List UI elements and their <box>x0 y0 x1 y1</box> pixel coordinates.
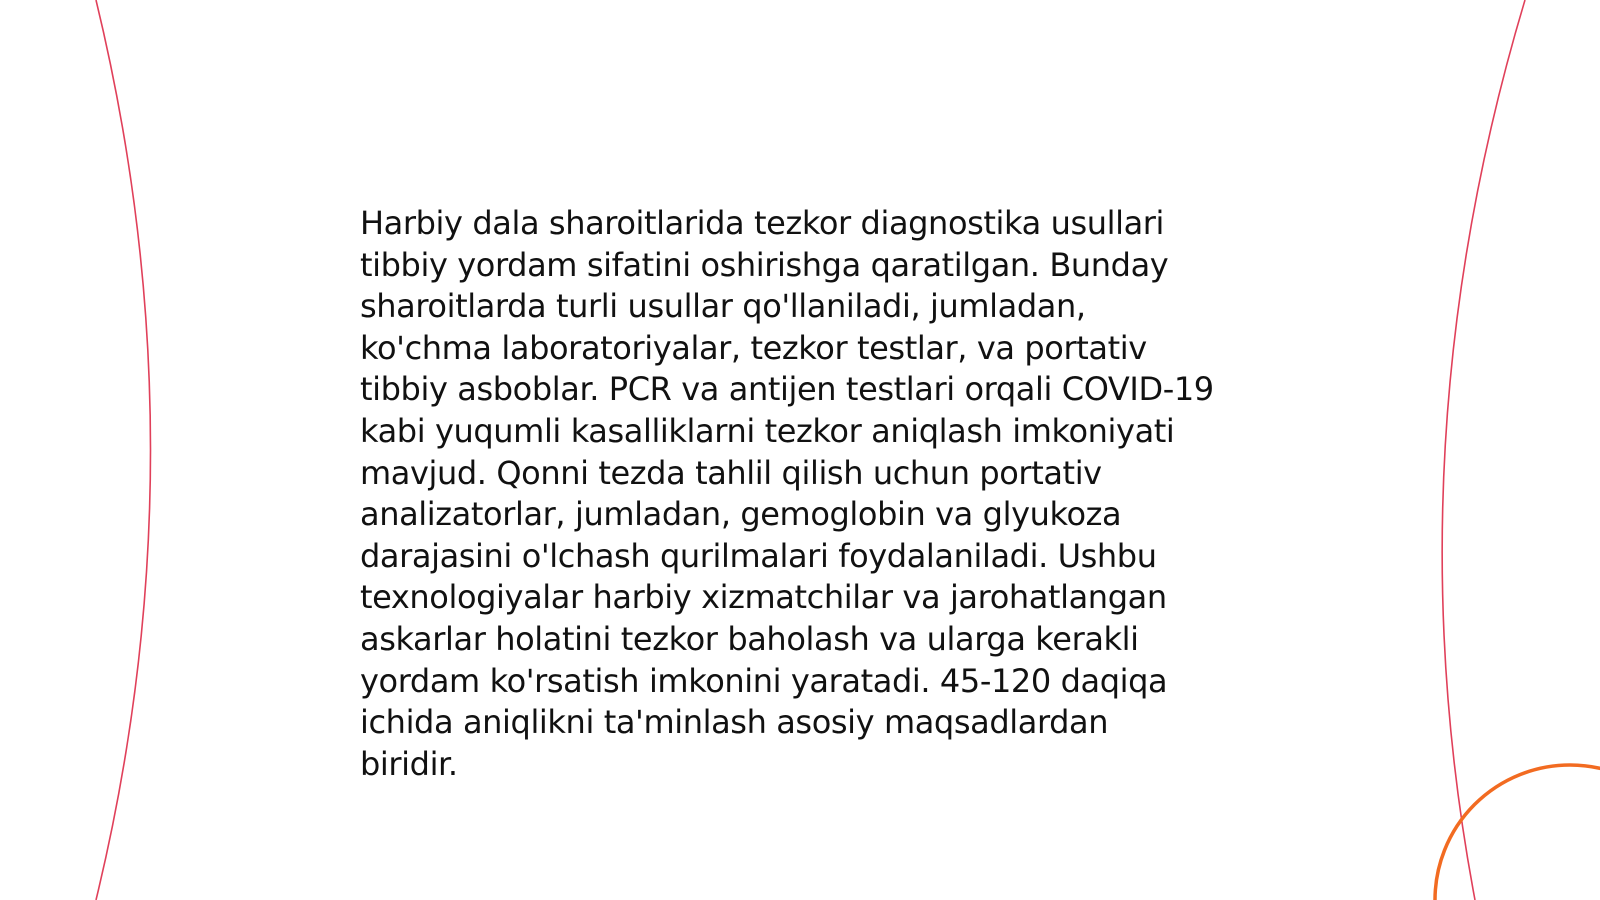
right-arc-icon <box>1442 0 1525 900</box>
orange-circle-icon <box>1435 765 1600 900</box>
left-arc-icon <box>96 0 151 900</box>
slide-body-text: Harbiy dala sharoitlarida tezkor diagnostika usullari tibbiy yordam sifatini oshirishga qaratilgan. Bunday sharoitlarda turli usullar qo'llaniladi, jumladan, ko'chma laboratoriyalar, tezkor testlar, va portativ tibbiy asboblar. PCR va antijen testlari orqali COVID-19 kabi yuqumli kasalliklarni tezkor aniqlash imkoniyati mavjud. Qonni tezda tahlil qilish uchun portativ analizatorlar, jumladan, gemoglobin va glyukoza darajasini o'lchash qurilmalari foydalaniladi. Ushbu texnologiyalar harbiy xizmatchilar va jarohatlangan askarlar holatini tezkor baholash va ularga kerakli yordam ko'rsatish imkonini yaratadi. 45-120 daqiqa ichida aniqlikni ta'minlash asosiy maqsadlardan biridir. <box>360 204 1214 783</box>
